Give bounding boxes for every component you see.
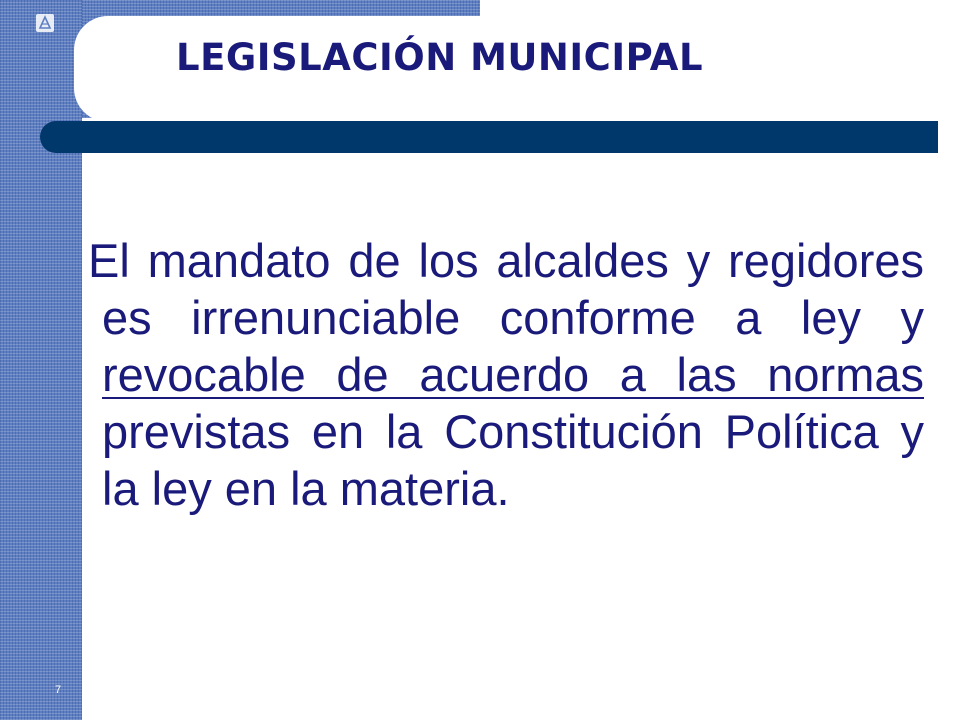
institution-logo bbox=[20, 14, 72, 62]
body-text-underlined: revocable de acuerdo a las normas bbox=[102, 348, 924, 401]
slide-body-text bbox=[88, 232, 924, 517]
institution-logo-icon bbox=[36, 14, 54, 32]
page-number: 7 bbox=[55, 684, 62, 696]
body-text-part-2: previstas en la Constitución Política y la ley en la materia. bbox=[102, 405, 924, 515]
left-decorative-strip bbox=[0, 0, 82, 720]
title-underline-bar bbox=[40, 121, 938, 153]
slide-title: LEGISLACIÓN MUNICIPAL bbox=[176, 36, 704, 79]
body-text-part-1: El mandato de los alcaldes y regidores es irrenunciable conforme a ley y bbox=[88, 234, 924, 344]
